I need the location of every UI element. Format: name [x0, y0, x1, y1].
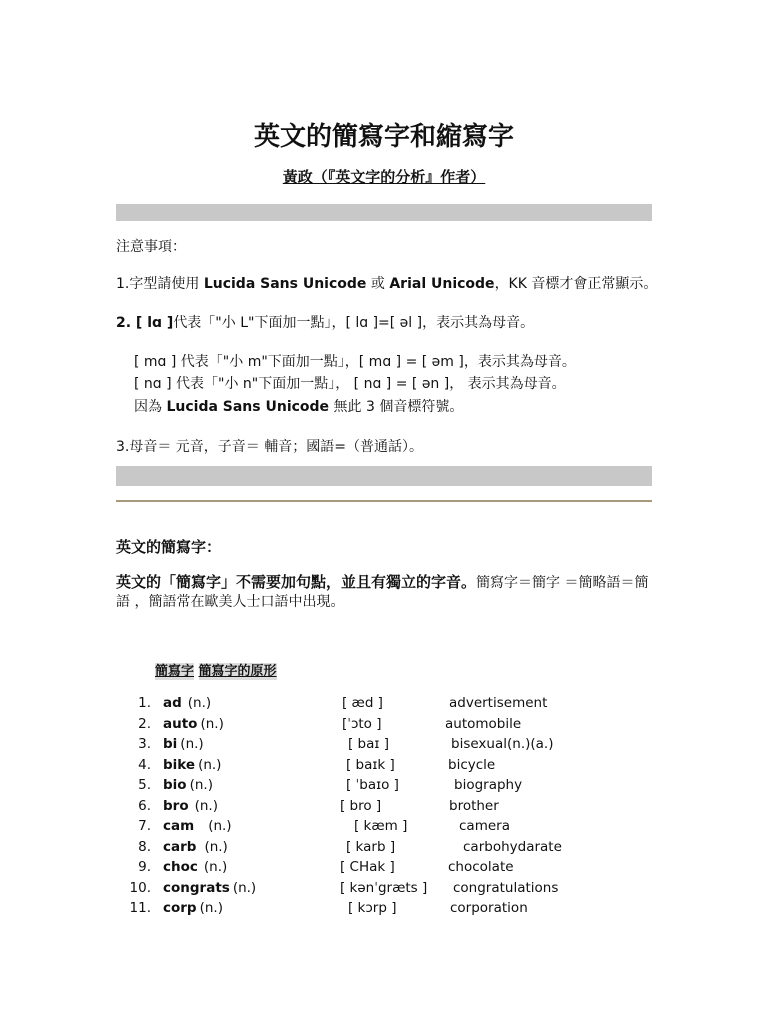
- abbreviation: bro: [163, 797, 189, 814]
- abbreviation-cell: [163, 736, 204, 752]
- abbreviation: cam: [163, 818, 195, 834]
- note-item-1-text-b: 或: [366, 276, 390, 292]
- note-item-2-reason-a: 因為: [134, 399, 167, 415]
- full-form: biography: [454, 777, 523, 793]
- abbreviation-cell: [163, 695, 211, 711]
- note-item-3: 3.母音＝ 元音，子音＝ 輔音；國語=（普通話）。: [116, 439, 423, 455]
- abbreviation-cell: [163, 818, 232, 834]
- abbreviation-cell: [163, 798, 218, 814]
- part-of-speech: (n.): [203, 859, 228, 875]
- separator-bar-bottom: [116, 466, 652, 486]
- row-number: 4.: [138, 756, 151, 773]
- note-item-2-text: 代表「"小 L"下面加一點」，[ lɑ ]=[ əl ]，表示其為母音。: [173, 315, 535, 331]
- row-number: 11.: [129, 900, 151, 916]
- full-form: chocolate: [448, 859, 514, 875]
- pronunciation: [ kənˈgræts ]: [340, 879, 428, 896]
- full-form: bisexual(n.)(a.): [451, 736, 554, 752]
- divider-line: [116, 500, 652, 502]
- full-form: carbohydarate: [463, 838, 562, 855]
- abbreviation-cell: [163, 716, 224, 732]
- full-form: congratulations: [453, 879, 559, 896]
- abbreviation-cell: [163, 900, 223, 916]
- pronunciation: [ kɔrp ]: [348, 900, 397, 916]
- note-item-1-text-a: 字型請使用: [129, 276, 204, 292]
- table-row: [0, 839, 768, 859]
- font-name-lucida-2: Lucida Sans Unicode: [166, 399, 330, 415]
- part-of-speech: (n.): [199, 900, 223, 916]
- table-row: [0, 818, 768, 838]
- section-intro-bold: 英文的「簡寫字」不需要加句點，並且有獨立的字音。: [116, 573, 477, 591]
- pronunciation: [ ˈbaɪo ]: [346, 777, 399, 793]
- part-of-speech: (n.): [198, 756, 222, 773]
- abbreviation-cell: [163, 777, 213, 793]
- table-row: [0, 777, 768, 797]
- note-item-2-n: [ nɑ ] 代表「"小 n"下面加一點」， [ nɑ ] = [ ən ]， 表示其為母音。: [134, 376, 566, 392]
- note-item-1-text-c: ，KK 音標才會正常顯示。: [494, 276, 658, 292]
- pronunciation: [ˈɔto ]: [342, 715, 382, 732]
- pronunciation: [ kæm ]: [354, 818, 408, 834]
- table-header-col1: 簡寫字: [155, 664, 195, 679]
- part-of-speech: (n.): [187, 695, 212, 711]
- row-number: 10.: [129, 879, 151, 896]
- pronunciation: [ CHak ]: [340, 859, 395, 875]
- full-form: corporation: [450, 900, 528, 916]
- row-number: 1.: [138, 695, 151, 711]
- row-number: 2.: [138, 715, 151, 732]
- abbreviation: bi: [163, 736, 178, 752]
- notes-heading: 注意事項：: [116, 239, 186, 255]
- note-item-2-reason: [134, 397, 463, 417]
- part-of-speech: (n.): [194, 797, 218, 814]
- table-row: [0, 695, 768, 715]
- full-form: brother: [449, 797, 499, 814]
- abbreviation: auto: [163, 715, 198, 732]
- note-item-2-prefix: 2. [ lɑ ]: [116, 315, 174, 331]
- separator-bar-top: [116, 204, 652, 221]
- table-header-col2: 簡寫字的原形: [198, 664, 277, 679]
- table-header: [155, 660, 277, 679]
- table-row: [0, 880, 768, 900]
- row-number: 7.: [138, 818, 151, 834]
- part-of-speech: (n.): [180, 736, 204, 752]
- font-name-arial: Arial Unicode: [389, 276, 495, 292]
- row-number: 3.: [138, 736, 151, 752]
- pronunciation: [ karb ]: [346, 838, 396, 855]
- font-name-lucida: Lucida Sans Unicode: [203, 276, 367, 292]
- abbreviation: bike: [163, 756, 196, 773]
- document-subtitle: [0, 166, 768, 187]
- abbreviation: bio: [163, 777, 187, 793]
- note-item-2-reason-b: 無此 3 個音標符號。: [329, 399, 464, 415]
- part-of-speech: (n.): [200, 715, 224, 732]
- abbreviation-cell: [163, 757, 221, 773]
- author-credit: 黃政（『英文字的分析』作者）: [282, 168, 486, 186]
- table-row: [0, 736, 768, 756]
- document-title: 英文的簡寫字和縮寫字: [253, 122, 514, 152]
- pronunciation: [ baɪk ]: [346, 756, 395, 773]
- row-number: 8.: [138, 838, 151, 855]
- row-number: 6.: [138, 797, 151, 814]
- table-row: [0, 716, 768, 736]
- abbreviation: congrats: [163, 879, 230, 896]
- row-number: 9.: [138, 859, 151, 875]
- full-form: camera: [459, 818, 510, 834]
- table-row: [0, 859, 768, 879]
- part-of-speech: (n.): [208, 818, 232, 834]
- abbreviation: corp: [163, 900, 197, 916]
- part-of-speech: (n.): [189, 777, 213, 793]
- note-item-2: [116, 313, 534, 333]
- full-form: advertisement: [449, 695, 548, 711]
- abbreviation: carb: [163, 838, 197, 855]
- note-item-2-m: [ mɑ ] 代表「"小 m"下面加一點」，[ mɑ ] = [ əm ]，表示其為母音。: [134, 354, 576, 370]
- table-row: [0, 900, 768, 920]
- abbreviation: choc: [163, 859, 198, 875]
- pronunciation: [ bro ]: [340, 797, 382, 814]
- abbreviation-cell: [163, 859, 227, 875]
- section-intro-rest: 簡寫字＝簡字 ＝簡略語＝簡語 ，簡語常在歐美人士口語中出現。: [116, 575, 649, 610]
- abbreviation-cell: [163, 839, 228, 855]
- section-intro: [116, 573, 656, 612]
- row-number: 5.: [138, 777, 151, 793]
- part-of-speech: (n.): [204, 838, 228, 855]
- section-heading: 英文的簡寫字：: [116, 538, 222, 556]
- note-item-1: [116, 274, 657, 294]
- full-form: bicycle: [448, 756, 496, 773]
- abbreviation: ad: [163, 695, 182, 711]
- table-row: [0, 798, 768, 818]
- part-of-speech: (n.): [232, 879, 257, 896]
- pronunciation: [ baɪ ]: [348, 736, 389, 752]
- note-item-1-number: 1.: [116, 276, 130, 292]
- abbreviation-cell: [163, 880, 256, 896]
- pronunciation: [ æd ]: [342, 695, 383, 711]
- full-form: automobile: [445, 715, 522, 732]
- table-row: [0, 757, 768, 777]
